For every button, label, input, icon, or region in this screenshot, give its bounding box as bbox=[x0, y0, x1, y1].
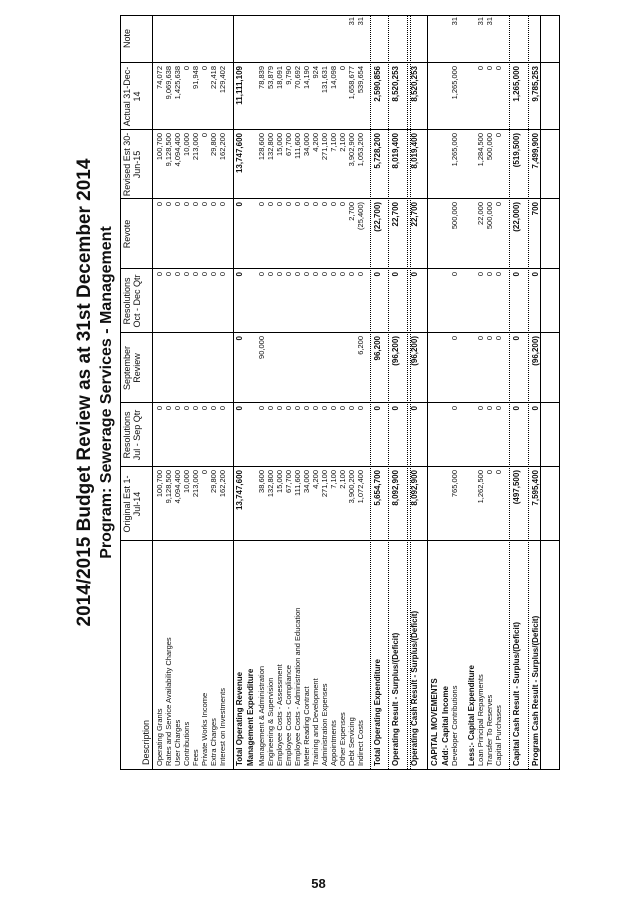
table-row bbox=[293, 16, 302, 769]
row-label: Transfer To Reserves bbox=[485, 694, 494, 766]
cell-value: 213,000 bbox=[191, 470, 200, 498]
row-label: Program Cash Result - Surplus/(Deficit) bbox=[531, 615, 540, 766]
table-rule bbox=[388, 16, 389, 769]
table-rule bbox=[540, 16, 541, 769]
cell-value: 29,800 bbox=[209, 133, 218, 156]
table-row bbox=[347, 16, 356, 769]
cell-value: (25,400) bbox=[356, 202, 365, 230]
cell-value: 91,948 bbox=[191, 66, 200, 89]
cell-value: 9,790 bbox=[284, 66, 293, 85]
cell-value: 13,747,600 bbox=[235, 133, 244, 174]
cell-value: 0 bbox=[209, 202, 218, 207]
cell-value: 111,600 bbox=[293, 133, 302, 159]
cell-value: 31 bbox=[450, 17, 459, 26]
cell-value: 0 bbox=[485, 406, 494, 411]
cell-value: 1,265,000 bbox=[512, 66, 521, 102]
cell-value: 0 bbox=[302, 272, 311, 277]
cell-value: 67,700 bbox=[284, 470, 293, 493]
cell-value: 0 bbox=[200, 202, 209, 207]
cell-value: (22,000) bbox=[512, 202, 521, 232]
cell-value: 0 bbox=[311, 406, 320, 411]
cell-value: 0 bbox=[450, 406, 459, 411]
row-label: Training and Development bbox=[311, 678, 320, 766]
cell-value: 924 bbox=[311, 66, 320, 79]
cell-value: 15,000 bbox=[275, 133, 284, 156]
cell-value: 4,094,400 bbox=[173, 470, 182, 504]
cell-value: 29,800 bbox=[209, 470, 218, 493]
cell-value: 78,839 bbox=[257, 66, 266, 89]
table-row bbox=[302, 16, 311, 769]
row-label: Management Expenditure bbox=[246, 668, 255, 766]
cell-value: 22,418 bbox=[209, 66, 218, 89]
row-label: Other Expenses bbox=[338, 712, 347, 766]
cell-value: 271,100 bbox=[320, 470, 329, 498]
table-row bbox=[467, 16, 476, 769]
cell-value: 70,692 bbox=[293, 66, 302, 89]
cell-value: 9,128,500 bbox=[164, 470, 173, 504]
cell-value: 22,700 bbox=[410, 202, 419, 227]
cell-value: 0 bbox=[302, 202, 311, 207]
cell-value: 0 bbox=[200, 133, 209, 138]
cell-value: 8,520,253 bbox=[391, 66, 400, 102]
cell-value: 0 bbox=[494, 336, 503, 341]
cell-value: (497,500) bbox=[512, 470, 521, 505]
cell-value: 100,700 bbox=[155, 470, 164, 498]
cell-value: 0 bbox=[373, 406, 382, 411]
table-row bbox=[173, 16, 182, 769]
cell-value: 0 bbox=[293, 272, 302, 277]
table-rule bbox=[407, 16, 408, 769]
cell-value: 0 bbox=[485, 66, 494, 71]
cell-value: 0 bbox=[257, 202, 266, 207]
column-header: Original Est 1-Jul-14 bbox=[122, 475, 142, 533]
cell-value: 0 bbox=[311, 202, 320, 207]
cell-value: 53,879 bbox=[266, 66, 275, 89]
cell-value: 0 bbox=[450, 336, 459, 341]
cell-value: 5,728,200 bbox=[373, 133, 382, 169]
row-label: Loan Principal Repayments bbox=[476, 674, 485, 766]
cell-value: 0 bbox=[338, 202, 347, 207]
cell-value: 0 bbox=[164, 202, 173, 207]
cell-value: 1,284,500 bbox=[476, 133, 485, 167]
table-row bbox=[485, 16, 494, 769]
row-label: Management & Administration bbox=[257, 665, 266, 766]
cell-value: 0 bbox=[338, 272, 347, 277]
row-label: Less:- Capital Expenditure bbox=[467, 665, 476, 766]
cell-value: 0 bbox=[410, 272, 419, 277]
row-label: Extra Charges bbox=[209, 718, 218, 766]
cell-value: 1,072,400 bbox=[356, 470, 365, 504]
cell-value: 0 bbox=[284, 406, 293, 411]
table-row bbox=[182, 16, 191, 769]
cell-value: 162,200 bbox=[218, 470, 227, 498]
table-row bbox=[441, 16, 450, 769]
report-title: 2014/2015 Budget Review as at 31st December 2014 bbox=[74, 158, 95, 627]
row-label: Employee Costs - Assessment bbox=[275, 664, 284, 766]
table-rule bbox=[233, 16, 234, 769]
cell-value: 0 bbox=[320, 272, 329, 277]
cell-value: 0 bbox=[284, 272, 293, 277]
column-header: Description bbox=[141, 719, 151, 765]
cell-value: 0 bbox=[338, 406, 347, 411]
cell-value: 3,902,900 bbox=[347, 133, 356, 167]
cell-value: 0 bbox=[218, 272, 227, 277]
table-row bbox=[391, 16, 400, 769]
cell-value: 6,200 bbox=[356, 336, 365, 355]
rotated-page-content bbox=[65, 15, 565, 770]
cell-value: 0 bbox=[191, 272, 200, 277]
table-row bbox=[450, 16, 459, 769]
cell-value: 1,262,500 bbox=[476, 470, 485, 504]
cell-value: 0 bbox=[320, 406, 329, 411]
row-label: Developer Contributions bbox=[450, 685, 459, 766]
table-rule bbox=[427, 16, 428, 769]
cell-value: 0 bbox=[512, 406, 521, 411]
cell-value: 271,100 bbox=[320, 133, 329, 161]
cell-value: 0 bbox=[512, 336, 521, 341]
table-row bbox=[155, 16, 164, 769]
cell-value: 8,019,400 bbox=[410, 133, 419, 169]
cell-value: 0 bbox=[235, 202, 244, 207]
row-label: Total Operating Revenue bbox=[235, 671, 244, 766]
cell-value: 128,600 bbox=[257, 133, 266, 161]
cell-value: 1,053,200 bbox=[356, 133, 365, 167]
cell-value: 0 bbox=[257, 272, 266, 277]
cell-value: 0 bbox=[450, 272, 459, 277]
cell-value: 15,000 bbox=[275, 470, 284, 493]
cell-value: 0 bbox=[200, 272, 209, 277]
cell-value: 0 bbox=[235, 272, 244, 277]
cell-value: 0 bbox=[164, 406, 173, 411]
cell-value: 765,000 bbox=[450, 470, 459, 498]
cell-value: 1,658,677 bbox=[347, 66, 356, 100]
table-row bbox=[338, 16, 347, 769]
table-row bbox=[430, 16, 439, 769]
row-label: CAPITAL MOVEMENTS bbox=[430, 678, 439, 766]
cell-value: 539,654 bbox=[356, 66, 365, 94]
cell-value: 0 bbox=[302, 406, 311, 411]
table-row bbox=[235, 16, 244, 769]
table-row bbox=[257, 16, 266, 769]
cell-value: 0 bbox=[512, 272, 521, 277]
cell-value: 0 bbox=[494, 66, 503, 71]
cell-value: 1,425,638 bbox=[173, 66, 182, 100]
cell-value: 7,100 bbox=[329, 470, 338, 489]
cell-value: 213,000 bbox=[191, 133, 200, 161]
cell-value: 0 bbox=[275, 272, 284, 277]
cell-value: 0 bbox=[155, 202, 164, 207]
cell-value: 111,600 bbox=[293, 470, 302, 496]
cell-value: 0 bbox=[209, 272, 218, 277]
cell-value: 0 bbox=[531, 406, 540, 411]
row-label: Rates and Service Availability Charges bbox=[164, 637, 173, 766]
cell-value: 0 bbox=[356, 272, 365, 277]
cell-value: 0 bbox=[182, 202, 191, 207]
row-label: Total Operating Expenditure bbox=[373, 659, 382, 766]
table-row bbox=[284, 16, 293, 769]
page-number: 58 bbox=[311, 876, 326, 891]
cell-value: 1,265,000 bbox=[450, 66, 459, 100]
column-header: Revote bbox=[122, 219, 132, 249]
cell-value: 132,800 bbox=[266, 470, 275, 498]
cell-value: 8,019,400 bbox=[391, 133, 400, 169]
cell-value: 0 bbox=[182, 406, 191, 411]
cell-value: 22,000 bbox=[476, 202, 485, 225]
table-row bbox=[410, 16, 419, 769]
cell-value: 0 bbox=[329, 272, 338, 277]
cell-value: 0 bbox=[485, 336, 494, 341]
cell-value: 0 bbox=[311, 272, 320, 277]
cell-value: 0 bbox=[209, 406, 218, 411]
cell-value: 0 bbox=[494, 470, 503, 475]
cell-value: 0 bbox=[391, 406, 400, 411]
cell-value: 0 bbox=[347, 406, 356, 411]
table-row bbox=[311, 16, 320, 769]
cell-value: 0 bbox=[266, 406, 275, 411]
row-label: Operating Result - Surplus/(Deficit) bbox=[391, 632, 400, 766]
cell-value: (96,200) bbox=[410, 336, 419, 366]
column-header: Actual 31-Dec-14 bbox=[122, 66, 142, 127]
cell-value: 10,000 bbox=[182, 133, 191, 156]
row-label: Indirect Costs bbox=[356, 720, 365, 766]
table-row bbox=[373, 16, 382, 769]
cell-value: 0 bbox=[200, 406, 209, 411]
cell-value: 0 bbox=[191, 202, 200, 207]
cell-value: 34,000 bbox=[302, 470, 311, 493]
cell-value: 74,072 bbox=[155, 66, 164, 89]
cell-value: 0 bbox=[284, 202, 293, 207]
table-rule bbox=[370, 16, 371, 769]
cell-value: 8,520,253 bbox=[410, 66, 419, 102]
row-label: Employee Costs - Compliance bbox=[284, 665, 293, 766]
cell-value: 0 bbox=[173, 272, 182, 277]
cell-value: 500,000 bbox=[450, 202, 459, 230]
table-row bbox=[218, 16, 227, 769]
program-subtitle: Program: Sewerage Services - Management bbox=[98, 226, 115, 559]
row-label: Meter Reading Contract bbox=[302, 686, 311, 766]
table-row bbox=[275, 16, 284, 769]
cell-value: 31 bbox=[485, 17, 494, 26]
column-header: Note bbox=[122, 29, 132, 49]
cell-value: 5,654,700 bbox=[373, 470, 382, 506]
row-label: Private Works Income bbox=[200, 692, 209, 766]
cell-value: 0 bbox=[476, 272, 485, 277]
row-label: Debt Servicing bbox=[347, 717, 356, 766]
cell-value: 3,900,200 bbox=[347, 470, 356, 504]
cell-value: 0 bbox=[494, 133, 503, 138]
table-row bbox=[266, 16, 275, 769]
column-header: September Review bbox=[122, 345, 142, 391]
cell-value: 11,111,109 bbox=[235, 66, 244, 105]
cell-value: 7,100 bbox=[329, 133, 338, 152]
cell-value: 0 bbox=[266, 272, 275, 277]
cell-value: 500,000 bbox=[485, 202, 494, 230]
table-row bbox=[246, 16, 255, 769]
cell-value: 2,100 bbox=[338, 133, 347, 152]
row-label: Capital Purchases bbox=[494, 705, 503, 766]
cell-value: (96,200) bbox=[391, 336, 400, 366]
cell-value: 31 bbox=[347, 17, 356, 26]
cell-value: 500,000 bbox=[485, 133, 494, 161]
table-row bbox=[320, 16, 329, 769]
cell-value: 8,092,900 bbox=[410, 470, 419, 506]
cell-value: 0 bbox=[320, 202, 329, 207]
cell-value: 0 bbox=[293, 406, 302, 411]
cell-value: (519,500) bbox=[512, 133, 521, 168]
cell-value: 0 bbox=[275, 406, 284, 411]
cell-value: 0 bbox=[173, 202, 182, 207]
table-row bbox=[164, 16, 173, 769]
table-row bbox=[191, 16, 200, 769]
header-rule bbox=[152, 16, 153, 769]
cell-value: 0 bbox=[476, 336, 485, 341]
cell-value: 0 bbox=[485, 272, 494, 277]
row-label: Capital Cash Result - Surplus/(Deficit) bbox=[512, 621, 521, 766]
column-header: Revised Est 30-Jun-15 bbox=[122, 132, 142, 197]
column-header: Resolutions Jul - Sep Qtr bbox=[122, 409, 142, 461]
row-label: Interest on Investments bbox=[218, 688, 227, 766]
cell-value: 162,200 bbox=[218, 133, 227, 161]
cell-value: 22,700 bbox=[391, 202, 400, 227]
cell-value: 13,747,600 bbox=[235, 470, 244, 511]
table-row bbox=[356, 16, 365, 769]
cell-value: 0 bbox=[182, 66, 191, 71]
row-label: Employee Costs - Administration and Education bbox=[293, 607, 302, 766]
cell-value: 7,595,400 bbox=[531, 470, 540, 506]
cell-value: 0 bbox=[275, 202, 284, 207]
cell-value: 0 bbox=[200, 470, 209, 475]
cell-value: 0 bbox=[218, 406, 227, 411]
cell-value: 7,499,900 bbox=[531, 133, 540, 169]
row-label: Add:- Capital Income bbox=[441, 685, 450, 766]
row-label: User Charges bbox=[173, 719, 182, 766]
cell-value: 0 bbox=[191, 406, 200, 411]
table-row bbox=[200, 16, 209, 769]
cell-value: 0 bbox=[164, 272, 173, 277]
cell-value: 38,600 bbox=[257, 470, 266, 493]
table-row bbox=[476, 16, 485, 769]
table-rule bbox=[509, 16, 510, 769]
table-row bbox=[329, 16, 338, 769]
cell-value: 0 bbox=[356, 406, 365, 411]
cell-value: 100,700 bbox=[155, 133, 164, 161]
cell-value: 0 bbox=[155, 272, 164, 277]
cell-value: 0 bbox=[235, 336, 244, 341]
cell-value: 0 bbox=[329, 406, 338, 411]
cell-value: 9,069,638 bbox=[164, 66, 173, 100]
column-header: Resolutions Oct - Dec Qtr bbox=[122, 274, 142, 328]
cell-value: 4,094,400 bbox=[173, 133, 182, 167]
cell-value: 9,128,500 bbox=[164, 133, 173, 167]
cell-value: 0 bbox=[476, 66, 485, 71]
row-label: Operating Cash Result - Surplus/(Deficit) bbox=[410, 610, 419, 766]
row-label: Operating Grants bbox=[155, 708, 164, 766]
cell-value: 0 bbox=[494, 272, 503, 277]
cell-value: 4,200 bbox=[311, 133, 320, 152]
cell-value: 14,190 bbox=[302, 66, 311, 89]
cell-value: 0 bbox=[476, 406, 485, 411]
cell-value: 2,100 bbox=[338, 470, 347, 489]
cell-value: 0 bbox=[391, 272, 400, 277]
cell-value: 0 bbox=[266, 202, 275, 207]
cell-value: 31 bbox=[476, 17, 485, 26]
row-label: Contributions bbox=[182, 721, 191, 766]
cell-value: 14,098 bbox=[329, 66, 338, 89]
cell-value: 131,631 bbox=[320, 66, 329, 94]
cell-value: 0 bbox=[182, 272, 191, 277]
cell-value: 0 bbox=[373, 272, 382, 277]
cell-value: 0 bbox=[155, 406, 164, 411]
cell-value: 0 bbox=[531, 272, 540, 277]
cell-value: 9,785,253 bbox=[531, 66, 540, 102]
row-label: Administration Expenses bbox=[320, 683, 329, 766]
cell-value: 8,092,900 bbox=[391, 470, 400, 506]
cell-value: 4,200 bbox=[311, 470, 320, 489]
row-label: Engineering & Supervision bbox=[266, 677, 275, 766]
cell-value: 0 bbox=[494, 406, 503, 411]
cell-value: 0 bbox=[410, 406, 419, 411]
cell-value: 31 bbox=[356, 17, 365, 26]
table-rule bbox=[528, 16, 529, 769]
cell-value: (22,700) bbox=[373, 202, 382, 232]
cell-value: 0 bbox=[329, 202, 338, 207]
cell-value: 34,000 bbox=[302, 133, 311, 156]
cell-value: 0 bbox=[200, 66, 209, 71]
cell-value: 700 bbox=[531, 202, 540, 216]
cell-value: 2,700 bbox=[347, 202, 356, 221]
cell-value: 0 bbox=[347, 272, 356, 277]
row-label: Fees bbox=[191, 749, 200, 766]
cell-value: 1,265,000 bbox=[450, 133, 459, 167]
budget-table bbox=[120, 15, 560, 770]
cell-value: (96,200) bbox=[531, 336, 540, 366]
cell-value: 0 bbox=[485, 470, 494, 475]
cell-value: 132,800 bbox=[266, 133, 275, 161]
cell-value: 0 bbox=[338, 66, 347, 71]
cell-value: 18,091 bbox=[275, 66, 284, 89]
cell-value: 67,700 bbox=[284, 133, 293, 156]
cell-value: 0 bbox=[173, 406, 182, 411]
table-row bbox=[494, 16, 503, 769]
cell-value: 129,402 bbox=[218, 66, 227, 94]
cell-value: 10,000 bbox=[182, 470, 191, 493]
table-row bbox=[512, 16, 521, 769]
cell-value: 0 bbox=[293, 202, 302, 207]
table-row bbox=[209, 16, 218, 769]
table-row bbox=[531, 16, 540, 769]
row-label: Appointments bbox=[329, 720, 338, 766]
cell-value: 2,590,856 bbox=[373, 66, 382, 102]
cell-value: 90,000 bbox=[257, 336, 266, 359]
cell-value: 0 bbox=[257, 406, 266, 411]
cell-value: 0 bbox=[235, 406, 244, 411]
cell-value: 0 bbox=[494, 202, 503, 207]
cell-value: 0 bbox=[218, 202, 227, 207]
cell-value: 96,200 bbox=[373, 336, 382, 361]
